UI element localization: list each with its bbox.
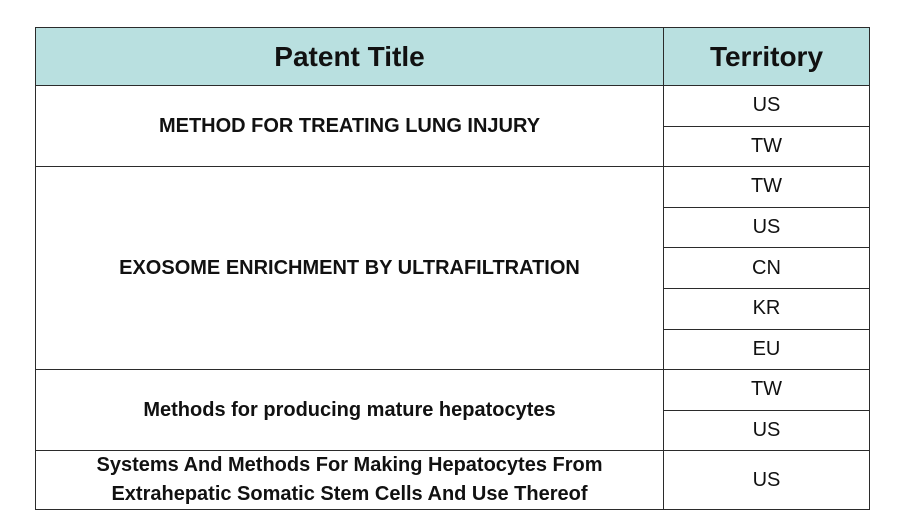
patent-title-line: EXOSOME ENRICHMENT BY ULTRAFILTRATION <box>119 256 580 279</box>
territory-cell: US <box>664 451 870 510</box>
patent-title-cell <box>36 451 664 510</box>
patent-title-line: Systems And Methods For Making Hepatocytes From <box>96 454 603 477</box>
territory-cell: EU <box>664 329 870 370</box>
territory-cell: TW <box>664 167 870 208</box>
patent-territory-table <box>35 27 870 510</box>
patent-title-line: Methods for producing mature hepatocytes <box>143 398 556 421</box>
territory-cell: US <box>664 207 870 248</box>
territory-cell: US <box>664 86 870 127</box>
table-body <box>36 86 870 510</box>
table-header <box>36 28 870 86</box>
territory-cell: US <box>664 410 870 451</box>
territory-header: Territory <box>664 28 870 86</box>
patent-title-cell <box>36 86 664 167</box>
territory-cell: CN <box>664 248 870 289</box>
territory-cell: TW <box>664 370 870 411</box>
patent-title-line: Extrahepatic Somatic Stem Cells And Use Thereof <box>111 483 588 506</box>
patent-title-cell <box>36 167 664 370</box>
table-row <box>36 86 870 127</box>
patent-title-cell <box>36 370 664 451</box>
table-row <box>36 370 870 411</box>
header-row <box>36 28 870 86</box>
territory-cell: KR <box>664 288 870 329</box>
territory-cell: TW <box>664 126 870 167</box>
table-row <box>36 167 870 208</box>
table-row <box>36 451 870 510</box>
patent-title-line: METHOD FOR TREATING LUNG INJURY <box>158 114 541 137</box>
patent-title-header: Patent Title <box>36 28 664 86</box>
